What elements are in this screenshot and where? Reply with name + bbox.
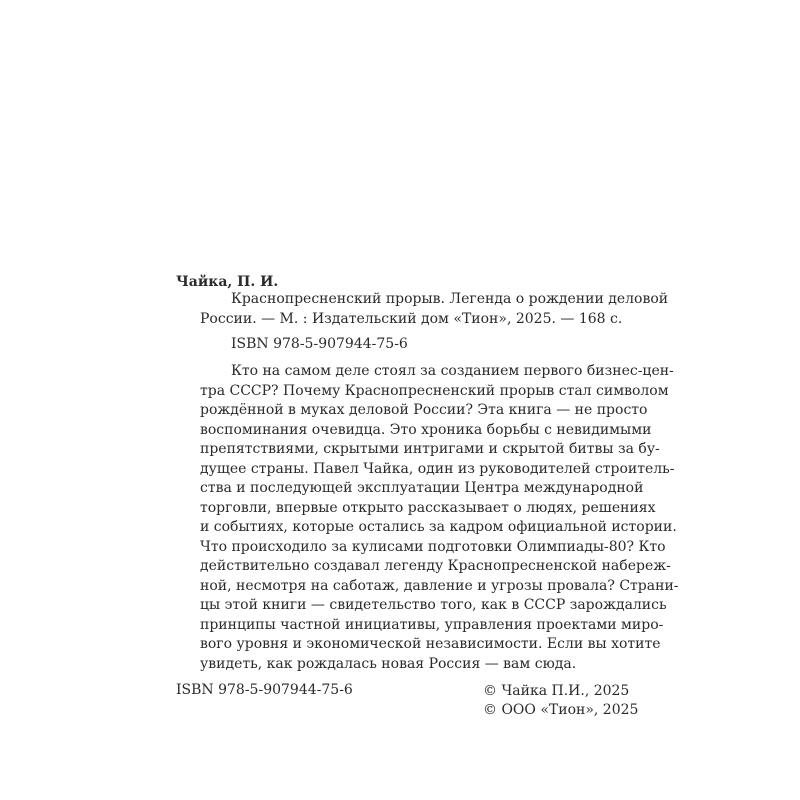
annotation-line: тра СССР? Почему Краснопресненский прорыв стал символом	[200, 382, 669, 399]
author-heading: Чайка, П. И.	[176, 274, 279, 290]
annotation-line: ства и последующей эксплуатации Центра международной	[200, 480, 644, 496]
annotation-line: Кто на самом деле стоял за созданием первого бизнес-цен-	[231, 363, 674, 379]
annotation-line: торговли, впервые открыто рассказывает о людях, решениях	[200, 499, 656, 516]
copyright-block	[483, 682, 638, 720]
annotation-line: препятствиями, скрытыми интригами и скрытой битвы за бу-	[200, 441, 660, 457]
annotation-line: Что происходило за кулисами подготовки Олимпиады-80? Кто	[200, 538, 666, 555]
annotation-line: увидеть, как рождалась новая Россия — вам сюда.	[200, 655, 577, 672]
annotation-line: цы этой книги — свидетельство того, как в СССР зарождались	[200, 597, 667, 613]
footer-isbn: ISBN 978-5-907944-75-6	[176, 682, 353, 698]
annotation-line: действительно создавал легенду Краснопресненской набереж-	[200, 558, 671, 574]
annotation-line: ной, несмотря на саботаж, давление и угрозы провала? Страни-	[200, 577, 679, 594]
bibliography-line: России. — М. : Издательский дом «Тион», 2025. — 168 с.	[200, 310, 623, 327]
annotation-line: вого уровня и экономической независимости. Если вы хотите	[200, 636, 661, 652]
bibliographic-description	[200, 290, 669, 329]
annotation-line: принципы частной инициативы, управления проектами миро-	[200, 616, 664, 633]
annotation-line: и событиях, которые остались за кадром официальной истории.	[200, 519, 677, 535]
isbn: ISBN 978-5-907944-75-6	[231, 336, 408, 352]
bibliography-line: Краснопресненский прорыв. Легенда о рождении деловой	[231, 291, 669, 307]
copyright-publisher: © ООО «Тион», 2025	[483, 702, 639, 718]
annotation-line: дущее страны. Павел Чайка, один из руководителей строитель-	[200, 460, 675, 477]
annotation-line: воспоминания очевидца. Это хроника борьбы с невидимыми	[200, 421, 652, 438]
annotation-line: рождённой в муках деловой России? Эта книга — не просто	[200, 402, 648, 418]
copyright-author: © Чайка П.И., 2025	[483, 683, 630, 699]
annotation	[200, 362, 679, 674]
